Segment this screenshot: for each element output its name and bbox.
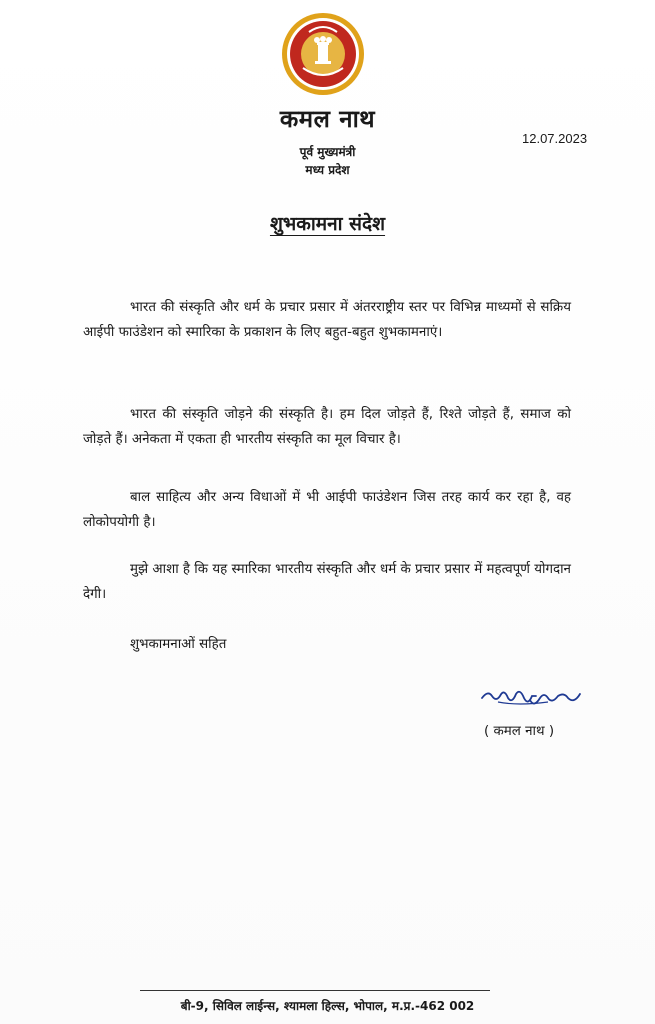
letter-date: 12.07.2023 — [522, 131, 588, 146]
letter-paragraph — [83, 485, 571, 535]
signatory-name: ( कमल नाथ ) — [484, 724, 555, 739]
paragraph-text: मुझे आशा है कि यह स्मारिका भारतीय संस्कृति और धर्म के प्रचार प्रसार में महत्वपूर्ण योगदान देगी। — [83, 562, 571, 602]
footer-divider — [140, 990, 490, 991]
paragraph-text: भारत की संस्कृति और धर्म के प्रचार प्रसार में अंतरराष्ट्रीय स्तर पर विभिन्न माध्यमों से सक्रिय आईपी फाउंडेशन को स्मारिका के प्रकाशन के लिए बहुत-बहुत शुभकामनाएं। — [83, 300, 571, 340]
letterhead-designation: पूर्व मुख्यमंत्री — [299, 145, 356, 159]
paragraph-text: बाल साहित्य और अन्य विधाओं में भी आईपी फाउंडेशन जिस तरह कार्य कर रहा है, वह लोकोपयोगी है। — [83, 490, 571, 530]
letter-paragraph — [83, 402, 571, 452]
letter-paragraph — [83, 295, 571, 345]
letterhead-state: मध्य प्रदेश — [305, 163, 350, 177]
handwritten-signature-icon — [478, 684, 588, 714]
paragraph-text: भारत की संस्कृति जोड़ने की संस्कृति है। हम दिल जोड़ते हैं, रिश्ते जोड़ते हैं, समाज को जोड़ते हैं। अनेकता में एकता ही भारतीय संस्कृति का मूल विचार है। — [83, 407, 571, 447]
footer-address: बी-9, सिविल लाईन्स, श्यामला हिल्स, भोपाल, म.प्र.-462 002 — [180, 999, 475, 1013]
closing-text: शुभकामनाओं सहित — [130, 637, 227, 652]
letterhead-name: कमल नाथ — [279, 105, 376, 133]
mp-government-emblem-icon — [281, 12, 365, 96]
letter-paragraph — [83, 557, 571, 607]
letter-closing — [83, 632, 571, 657]
letter-subject: शुभकामना संदेश — [269, 213, 386, 235]
